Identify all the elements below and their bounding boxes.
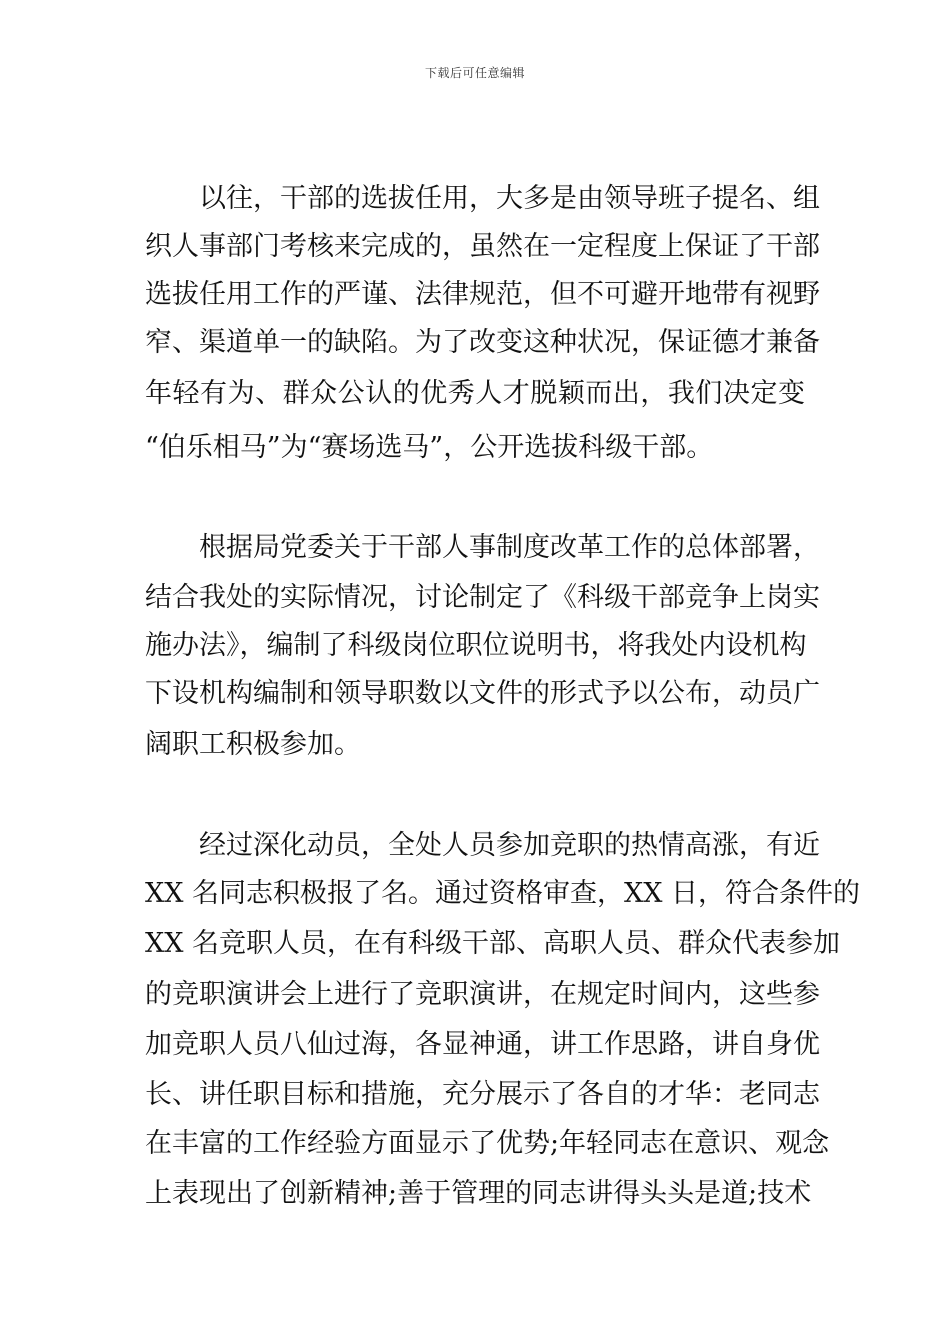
paragraph-line: 根据局党委关于干部人事制度改革工作的总体部署， [199,532,820,563]
paragraph-line: 结合我处的实际情况，讨论制定了《科级干部竞争上岗实 [145,582,820,613]
paragraph-line: 在丰富的工作经验方面显示了优势;年轻同志在意识、观念 [145,1128,830,1159]
paragraph-line: 施办法》，编制了科级岗位职位说明书，将我处内设机构 [145,630,807,661]
paragraph-line: XX 名竞职人员，在有科级干部、高职人员、群众代表参加 [145,928,841,959]
paragraph-line: 年轻有为、群众公认的优秀人才脱颖而出，我们决定变 [145,378,805,409]
paragraph-line: XX 名同志积极报了名。通过资格审查，XX 日，符合条件的 [145,878,861,909]
paragraph-line: 加竞职人员八仙过海，各显神通，讲工作思路，讲自身优 [145,1029,820,1060]
paragraph-line: 窄、渠道单一的缺陷。为了改变这种状况，保证德才兼备 [145,327,820,358]
paragraph-line: 选拔任用工作的严谨、法律规范，但不可避开地带有视野 [145,279,820,310]
paragraph-line: 上表现出了创新精神;善于管理的同志讲得头头是道;技术 [145,1178,812,1209]
page-header: 下载后可任意编辑 [424,66,525,80]
paragraph-line: 下设机构编制和领导职数以文件的形式予以公布，动员广 [145,678,820,709]
paragraph-line: 以往，干部的选拔任用，大多是由领导班子提名、组 [199,183,820,214]
paragraph-line: 长、讲任职目标和措施，充分展示了各自的才华：老同志 [145,1079,820,1110]
paragraph-line: 织人事部门考核来完成的，虽然在一定程度上保证了干部 [145,231,820,262]
paragraph-line: 经过深化动员，全处人员参加竞职的热情高涨，有近 [199,830,820,861]
paragraph-line: 的竞职演讲会上进行了竞职演讲，在规定时间内，这些参 [145,979,820,1010]
paragraph-line: “伯乐相马”为“赛场选马”，公开选拔科级干部。 [145,432,714,463]
paragraph-line: 阔职工积极参加。 [145,729,361,760]
